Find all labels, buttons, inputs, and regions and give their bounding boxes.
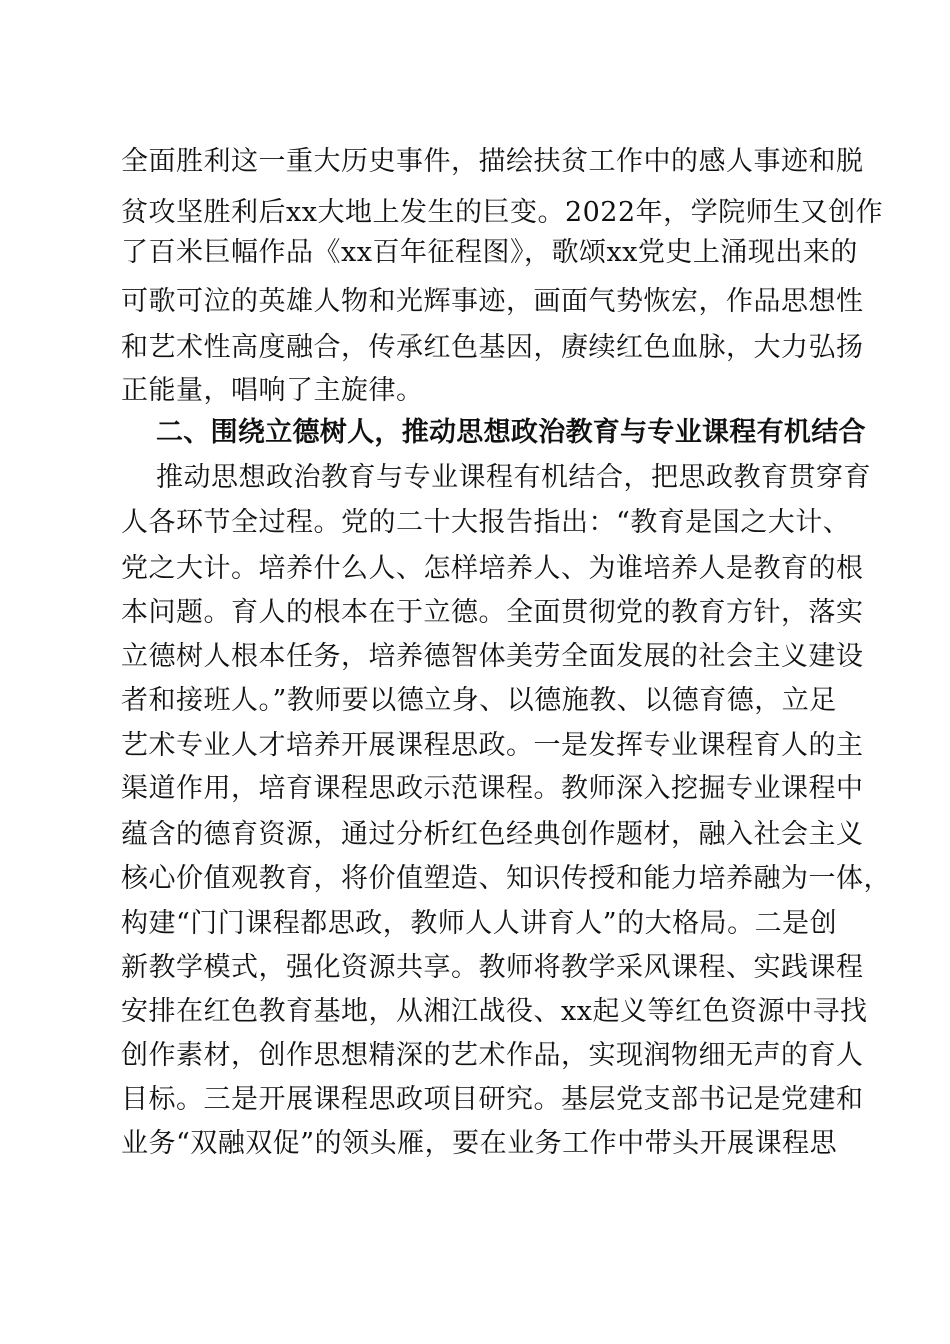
section-2-line-10: 核心价值观教育，将价值塑造、知识传授和能力培养融为一体， bbox=[121, 863, 891, 894]
paragraph-1-line-1: 全面胜利这一重大历史事件，描绘扶贫工作中的感人事迹和脱 bbox=[121, 146, 864, 177]
paragraph-1-line-6: 正能量，唱响了主旋律。 bbox=[121, 375, 424, 406]
section-2-line-11: 构建“门门课程都思政，教师人人讲育人”的大格局。二是创 bbox=[121, 908, 838, 939]
section-2-line-6: 者和接班人。”教师要以德立身、以德施教、以德育德，立足 bbox=[121, 685, 837, 716]
section-2-line-5: 立德树人根本任务，培养德智体美劳全面发展的社会主义建设 bbox=[121, 641, 864, 672]
section-2-line-13: 安排在红色教育基地，从湘江战役、xx起义等红色资源中寻找 bbox=[121, 996, 868, 1027]
section-2-heading: 二、围绕立德树人，推动思想政治教育与专业课程有机结合 bbox=[156, 417, 866, 448]
section-2-line-2: 人各环节全过程。党的二十大报告指出：“教育是国之大计、 bbox=[121, 507, 851, 538]
section-2-line-3: 党之大计。培养什么人、怎样培养人、为谁培养人是教育的根 bbox=[121, 553, 864, 584]
paragraph-1-line-2: 贫攻坚胜利后xx大地上发生的巨变。2022年，学院师生又创作 bbox=[121, 197, 884, 228]
section-2-line-7: 艺术专业人才培养开展课程思政。一是发挥专业课程育人的主 bbox=[121, 730, 864, 761]
section-2-line-1: 推动思想政治教育与专业课程有机结合，把思政教育贯穿育 bbox=[156, 462, 871, 493]
paragraph-1-line-4: 可歌可泣的英雄人物和光辉事迹，画面气势恢宏，作品思想性 bbox=[121, 286, 864, 317]
section-2-line-4: 本问题。育人的根本在于立德。全面贯彻党的教育方针，落实 bbox=[121, 597, 864, 628]
section-2-line-15: 目标。三是开展课程思政项目研究。基层党支部书记是党建和 bbox=[121, 1084, 864, 1115]
paragraph-1-line-5: 和艺术性高度融合，传承红色基因，赓续红色血脉，大力弘扬 bbox=[121, 332, 864, 363]
section-2-line-8: 渠道作用，培育课程思政示范课程。教师深入挖掘专业课程中 bbox=[121, 773, 864, 804]
section-2-line-14: 创作素材，创作思想精深的艺术作品，实现润物细无声的育人 bbox=[121, 1040, 864, 1071]
section-2-line-12: 新教学模式，强化资源共享。教师将教学采风课程、实践课程 bbox=[121, 952, 864, 983]
paragraph-1-line-3: 了百米巨幅作品《xx百年征程图》，歌颂xx党史上涌现出来的 bbox=[121, 237, 858, 268]
section-2-line-9: 蕴含的德育资源，通过分析红色经典创作题材，融入社会主义 bbox=[121, 819, 864, 850]
section-2-line-16: 业务“双融双促”的领头雁，要在业务工作中带头开展课程思 bbox=[121, 1128, 838, 1159]
